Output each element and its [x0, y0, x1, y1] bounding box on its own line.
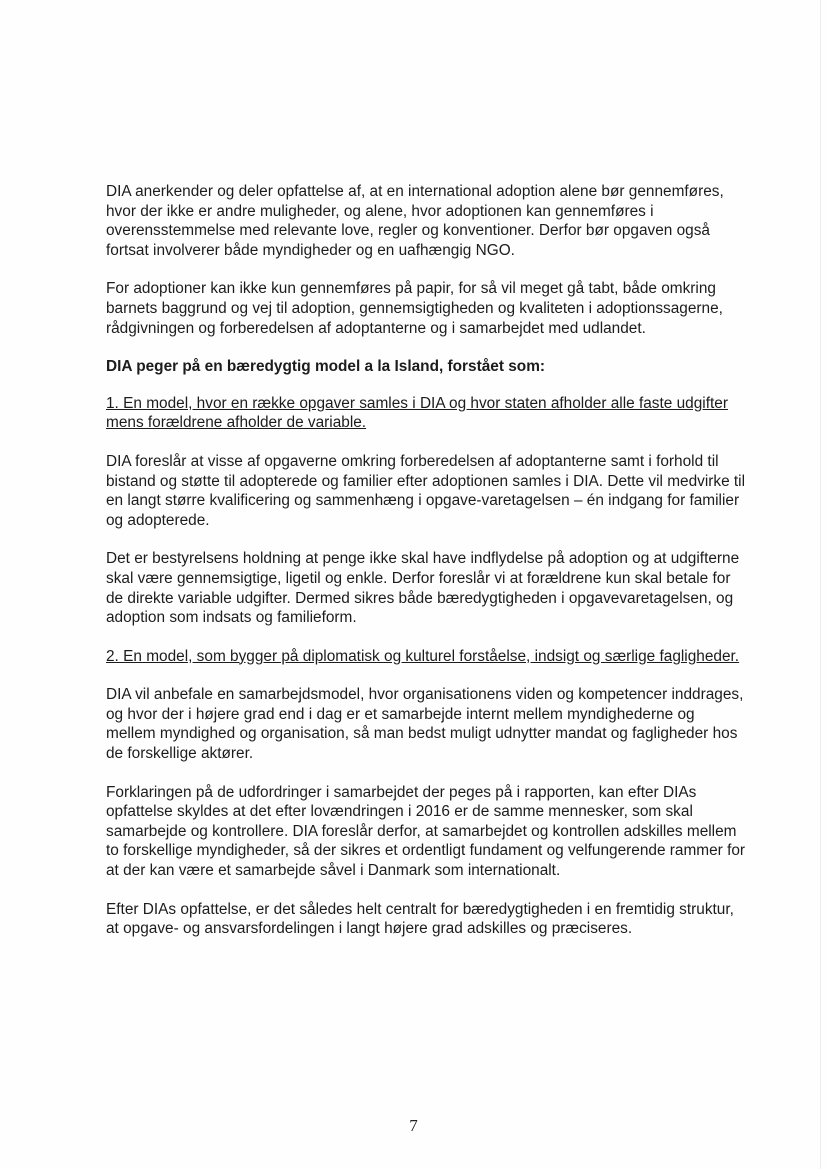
paragraph-adoption-paper: For adoptioner kan ikke kun gennemføres på papir, for så vil meget gå tabt, både omkring barnets baggrund og vej til adoption, gennemsigtigheden og kvaliteten i adoptionssagerne, rådgivningen og forberedelsen af adoptanterne og i samarbejdet med udlandet. [106, 280, 723, 337]
subheading-model-2: 2. En model, som bygger på diplomatisk og kulturel forståelse, indsigt og særlige fagligheder. [106, 647, 740, 665]
paragraph-explanation: Forklaringen på de udfordringer i samarbejdet der peges på i rapporten, kan efter DIAs opfattelse skyldes at det efter lovændringen i 2016 er de samme mennesker, som skal samarbejde og kontrollere. DIA foreslår derfor, at samarbejdet og kontrollen adskilles mellem to forskellige myndigheder, så der sikres et ordentligt fundament og velfungerende rammer for at der kan være et samarbejde såvel i Danmark som internationalt. [106, 783, 746, 880]
document-body [106, 182, 746, 958]
paragraph-collaboration-model: DIA vil anbefale en samarbejdsmodel, hvor organisationens viden og kompetencer inddrages, og hvor der i højere grad end i dag er et samarbejde internt mellem myndighederne og mellem myndighed og organisation, så man bedst muligt udnytter mandat og fagligheder hos de forskellige aktører. [106, 686, 744, 763]
scan-edge-line [820, 0, 821, 1169]
paragraph-dia-proposal: DIA foreslår at visse af opgaverne omkring forberedelsen af adoptanterne samt i forhold til bistand og støtte til adopterede og familier efter adoptionen samles i DIA. Dette vil medvirke til en langt større kvalificering og sammenhæng i opgave-varetagelsen – én indgang for familier og adopterede. [106, 452, 746, 529]
subheading-model-1: 1. En model, hvor en række opgaver samles i DIA og hvor staten afholder alle faste udgifter mens forældrene afholder de variable. [106, 394, 728, 432]
page-number: 7 [409, 1116, 418, 1135]
paragraph-board-position: Det er bestyrelsens holdning at penge ikke skal have indflydelse på adoption og at udgifterne skal være gennemsigtige, ligetil og enkle. Derfor foreslår vi at forældrene kun skal betale for de direkte variable udgifter. Dermed sikres både bæredygtigheden i opgavevaretagelsen, og adoption som indsats og familieform. [106, 550, 740, 627]
section-heading: DIA peger på en bæredygtig model a la Island, forstået som: [106, 358, 546, 376]
paragraph-conclusion: Efter DIAs opfattelse, er det således helt centralt for bæredygtigheden i en fremtidig struktur, at opgave- og ansvarsfordelingen i langt højere grad adskilles og præciseres. [106, 900, 734, 938]
paragraph-dia-agreement: DIA anerkender og deler opfattelse af, at en international adoption alene bør gennemføres, hvor der ikke er andre muligheder, og alene, hvor adoptionen kan gennemføres i overensstemmelse med relevante love, regler og konventioner. Derfor bør opgaven også fortsat involverer både myndigheder og en uafhængig NGO. [106, 183, 724, 259]
